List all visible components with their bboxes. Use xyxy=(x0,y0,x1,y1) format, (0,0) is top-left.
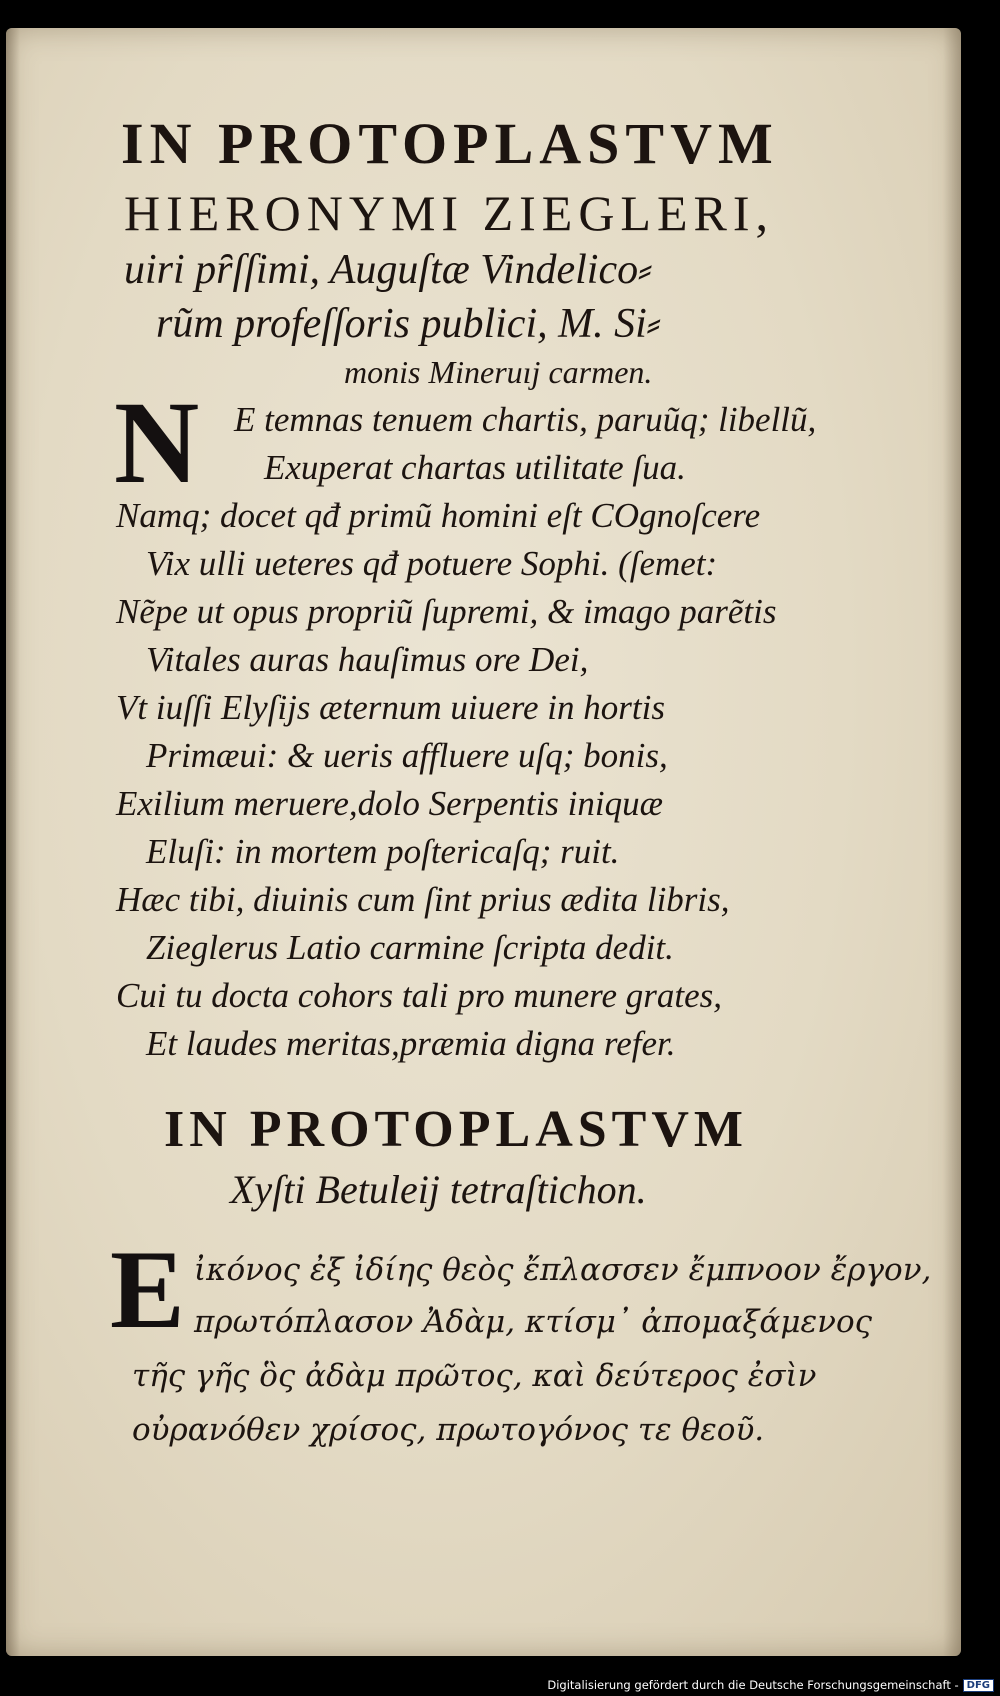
title-line-2: HIERONYMI ZIEGLERI, xyxy=(124,185,775,241)
drop-cap-e: E xyxy=(110,1228,185,1352)
page-gutter-shadow xyxy=(6,28,20,1656)
title-line-5: monis Mineruıj carmen. xyxy=(344,354,653,390)
poem-line: Nẽpe ut opus propriũ ſupremi, & imago parẽtis xyxy=(116,592,777,631)
poem-line: Exuperat chartas utilitate ſua. xyxy=(264,448,686,487)
poem-line: Cui tu docta cohors tali pro munere grates, xyxy=(116,976,722,1015)
dfg-logo: DFG xyxy=(963,1679,994,1692)
digitization-credit xyxy=(547,1678,994,1692)
greek-line: τῆς γῆς ὃς ἀδὰμ πρῶτος, καὶ δεύτερος ἐσὶν xyxy=(132,1358,817,1394)
greek-line: ἰκόνος ἐξ ἰδίης θεὸς ἔπλασσεν ἔμπνοον ἔργον, xyxy=(194,1252,932,1288)
poem-line: Et laudes meritas,præmia digna refer. xyxy=(146,1024,676,1063)
section-subtitle: Xyſti Betuleij tetraſtichon. xyxy=(230,1167,647,1212)
credit-text: Digitalisierung gefördert durch die Deutsche Forschungsgemeinschaft - xyxy=(547,1678,959,1692)
poem-line: Vitales auras hauſimus ore Dei, xyxy=(146,640,589,679)
poem-line: Primæui: & ueris affluere uſq; bonis, xyxy=(146,736,668,775)
title-line-4: rũm profeſſoris publici, M. Si⸗ xyxy=(156,301,661,347)
poem-line: Eluſi: in mortem poſtericaſq; ruit. xyxy=(146,832,620,871)
page-edge-shadow xyxy=(943,28,961,1656)
book-page xyxy=(6,28,961,1656)
poem-line: Namq; docet qđ primũ homini eſt COgnoſcere xyxy=(116,496,761,535)
poem-line: Vt iuſſi Elyſijs æternum uiuere in hortis xyxy=(116,688,665,727)
poem-line: Exilium meruere,dolo Serpentis iniquæ xyxy=(116,784,663,823)
greek-line: οὐρανόθεν χρίσος, πρωτογόνος τε θεοῦ. xyxy=(132,1412,765,1448)
poem-line: Zieglerus Latio carmine ſcripta dedit. xyxy=(146,928,674,967)
title-line-1: IN PROTOPLASTVM xyxy=(121,111,779,176)
poem-line: Hæc tibi, diuinis cum ſint prius ædita libris, xyxy=(116,880,730,919)
section-title: IN PROTOPLASTVM xyxy=(164,1101,748,1158)
drop-cap-n: N xyxy=(114,377,200,508)
title-line-3: uiri pȓſſimi, Auguſtæ Vindelico⸗ xyxy=(124,247,653,293)
greek-line: πρωτόπλασον Ἀδὰμ, κτίσμ᾽ ἀπομαξάμενος xyxy=(194,1304,873,1340)
poem-line: Vix ulli ueteres qđ potuere Sophi. (ſemet: xyxy=(146,544,718,583)
poem-line: E temnas tenuem chartis, paruũq; libellũ, xyxy=(234,400,817,439)
